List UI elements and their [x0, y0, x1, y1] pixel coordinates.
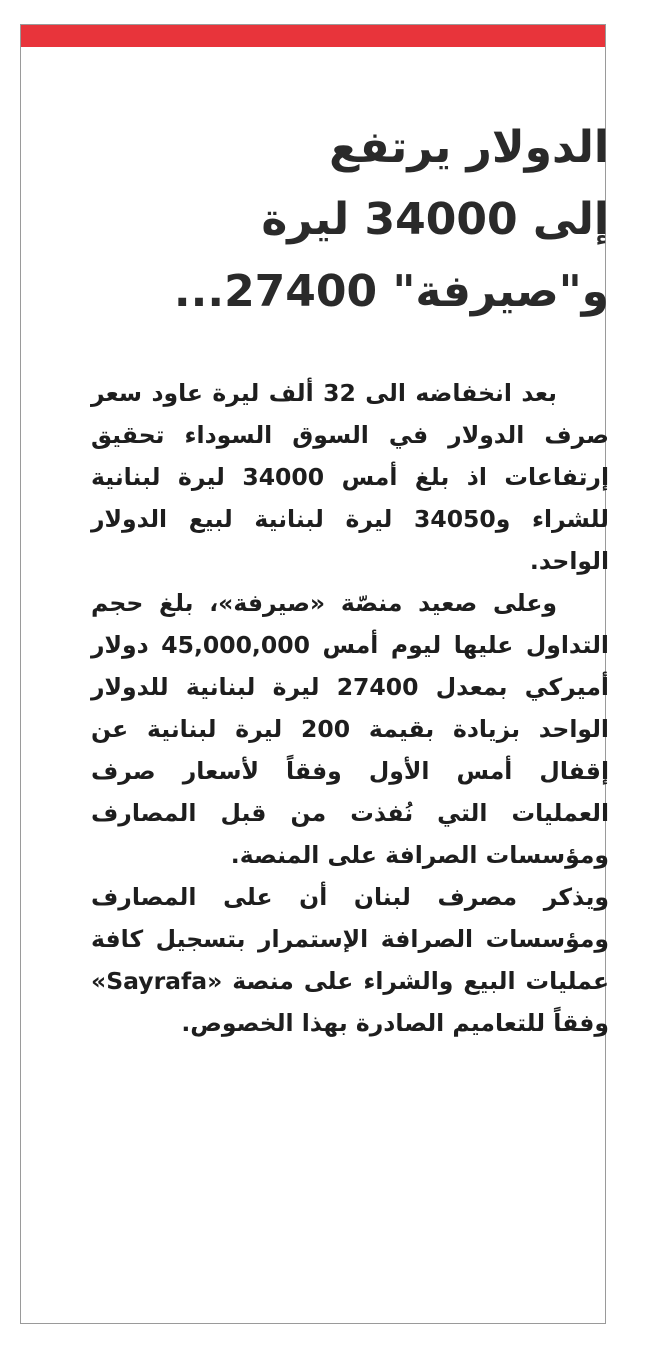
paragraph-1: بعد انخفاضه الى 32 ألف ليرة عاود سعر صرف الدولار في السوق السوداء تحقيق إرتفاعات اذ بلغ أمس 34000 ليرة لبنانية للشراء و34050 ليرة لبنانية لبيع الدولار الواحد.: [91, 379, 609, 575]
headline-line-1: الدولار يرتفع: [329, 122, 609, 173]
paragraph-3: ويذكر مصرف لبنان أن على المصارف ومؤسسات الصرافة الإستمرار بتسجيل كافة عمليات البيع والشراء على منصة «Sayrafa» وفقاً للتعاميم الصادرة بهذا الخصوص.: [91, 883, 609, 1037]
article-headline: [89, 112, 609, 328]
paragraph-2: وعلى صعيد منصّة «صيرفة»، بلغ حجم التداول عليها ليوم أمس 45,000,000 دولار أميركي بمعدل 27400 ليرة لبنانية للدولار الواحد بزيادة بقيمة 200 ليرة لبنانية عن إقفال أمس الأول وفقاً لأسعار صرف العمليات التي نُفذت من قبل المصارف ومؤسسات الصرافة على المنصة.: [91, 589, 609, 869]
headline-line-2: إلى 34000 ليرة: [261, 194, 609, 245]
headline-line-3: و"صيرفة" 27400...: [173, 266, 609, 317]
article-body: [91, 372, 609, 1044]
accent-bar: [21, 25, 605, 47]
